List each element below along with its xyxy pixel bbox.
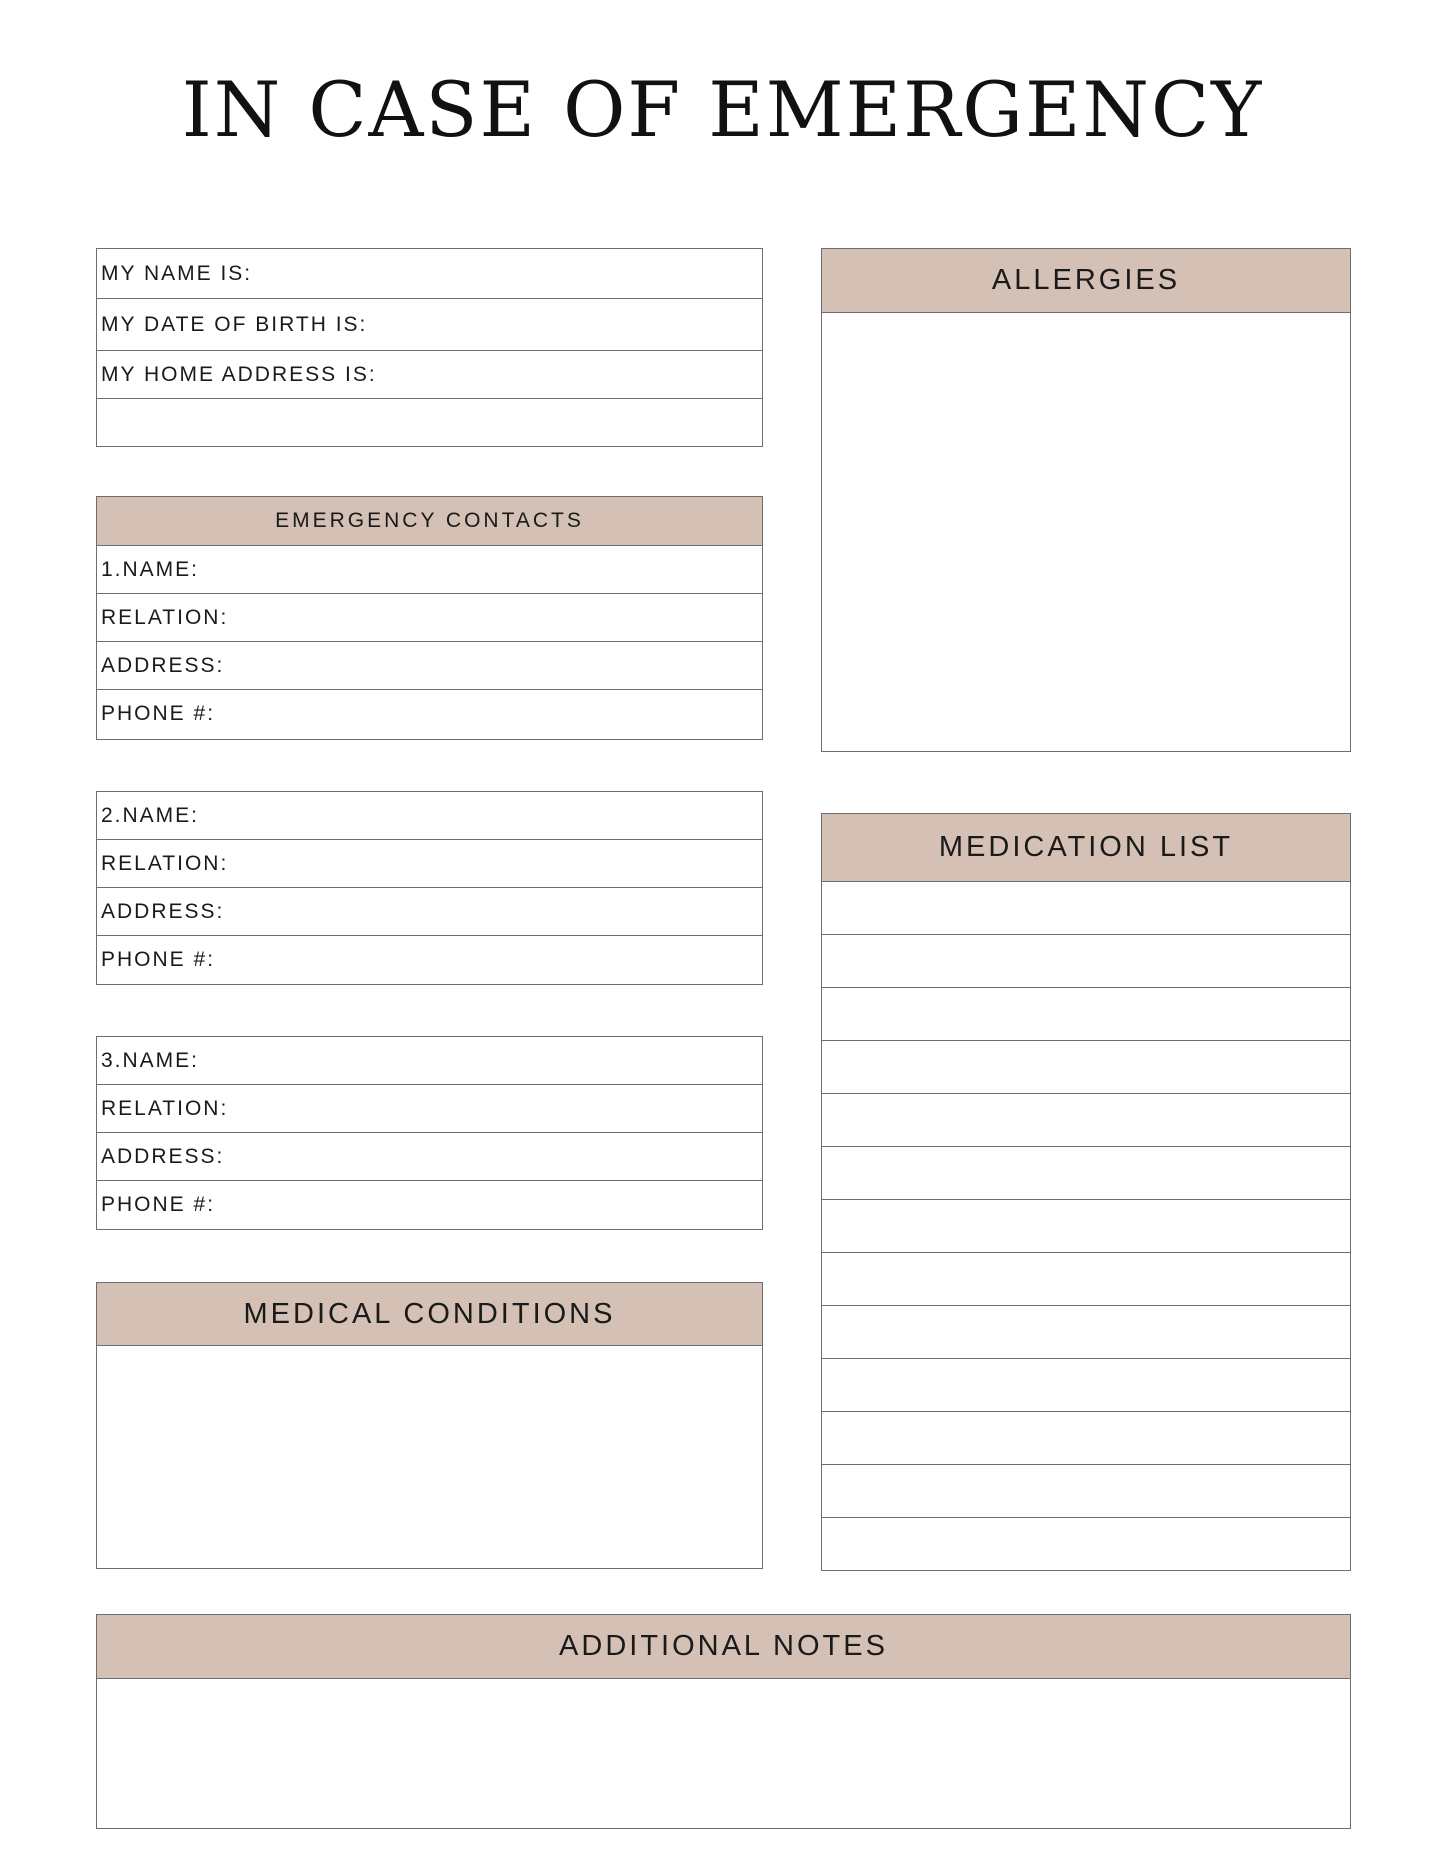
contact-2-phone-field[interactable] [97,936,762,983]
contact-1-name-label: 1.NAME: [101,557,200,581]
name-field[interactable] [97,249,762,299]
medication-line[interactable] [822,1253,1350,1306]
contact-1-phone-label: PHONE #: [101,702,216,725]
contact-2-name-label: 2.NAME: [101,803,200,827]
emergency-contacts-header: EMERGENCY CONTACTS [97,497,762,546]
additional-notes-area[interactable] [97,1679,1350,1828]
contact-2-relation-label: RELATION: [101,851,229,875]
medication-line[interactable] [822,1094,1350,1147]
contact-1-name-field[interactable] [97,546,762,594]
dob-field[interactable] [97,299,762,351]
dob-label: MY DATE OF BIRTH IS: [101,312,368,336]
medication-line[interactable] [822,1518,1350,1569]
emergency-contact-2-box [96,791,763,985]
address-label: MY HOME ADDRESS IS: [101,362,377,386]
contact-3-relation-field[interactable] [97,1085,762,1133]
allergies-box [821,248,1351,752]
additional-notes-header: ADDITIONAL NOTES [97,1615,1350,1679]
contact-3-phone-label: PHONE #: [101,1192,216,1216]
address-field[interactable] [97,351,762,399]
medication-line[interactable] [822,935,1350,988]
allergies-area[interactable] [822,313,1350,751]
contact-2-phone-label: PHONE #: [101,947,216,971]
medication-line[interactable] [822,1306,1350,1359]
contact-3-address-field[interactable] [97,1133,762,1181]
medical-conditions-area[interactable] [97,1346,762,1568]
page-title: IN CASE OF EMERGENCY [181,65,1264,154]
contact-2-address-label: ADDRESS: [101,899,225,923]
contact-1-address-field[interactable] [97,642,762,690]
contact-3-name-field[interactable] [97,1037,762,1085]
medication-line[interactable] [822,1412,1350,1465]
contact-2-relation-field[interactable] [97,840,762,888]
name-label: MY NAME IS: [101,261,253,285]
personal-info-box [96,248,763,447]
medication-list-header: MEDICATION LIST [822,814,1350,882]
contact-1-phone-field[interactable] [97,690,762,738]
contact-2-name-field[interactable] [97,792,762,840]
emergency-contact-3-box [96,1036,763,1230]
contact-3-phone-field[interactable] [97,1181,762,1228]
medical-conditions-header: MEDICAL CONDITIONS [97,1283,762,1346]
medication-line[interactable] [822,1465,1350,1518]
medication-line[interactable] [822,1147,1350,1200]
contact-3-relation-label: RELATION: [101,1096,229,1120]
contact-1-relation-label: RELATION: [101,605,229,629]
medication-list-box [821,813,1351,1571]
medical-conditions-box [96,1282,763,1569]
medication-line[interactable] [822,1359,1350,1412]
medication-line[interactable] [822,1041,1350,1094]
medication-line[interactable] [822,1200,1350,1253]
contact-2-address-field[interactable] [97,888,762,936]
address-field-line-2[interactable] [97,399,762,446]
emergency-contact-1-box [96,496,763,740]
additional-notes-box [96,1614,1351,1829]
medication-line[interactable] [822,988,1350,1041]
medication-lines [822,882,1350,1569]
contact-1-address-label: ADDRESS: [101,653,225,677]
allergies-header: ALLERGIES [822,249,1350,313]
medication-line[interactable] [822,882,1350,935]
contact-1-relation-field[interactable] [97,594,762,642]
contact-3-name-label: 3.NAME: [101,1048,200,1072]
contact-3-address-label: ADDRESS: [101,1144,225,1168]
